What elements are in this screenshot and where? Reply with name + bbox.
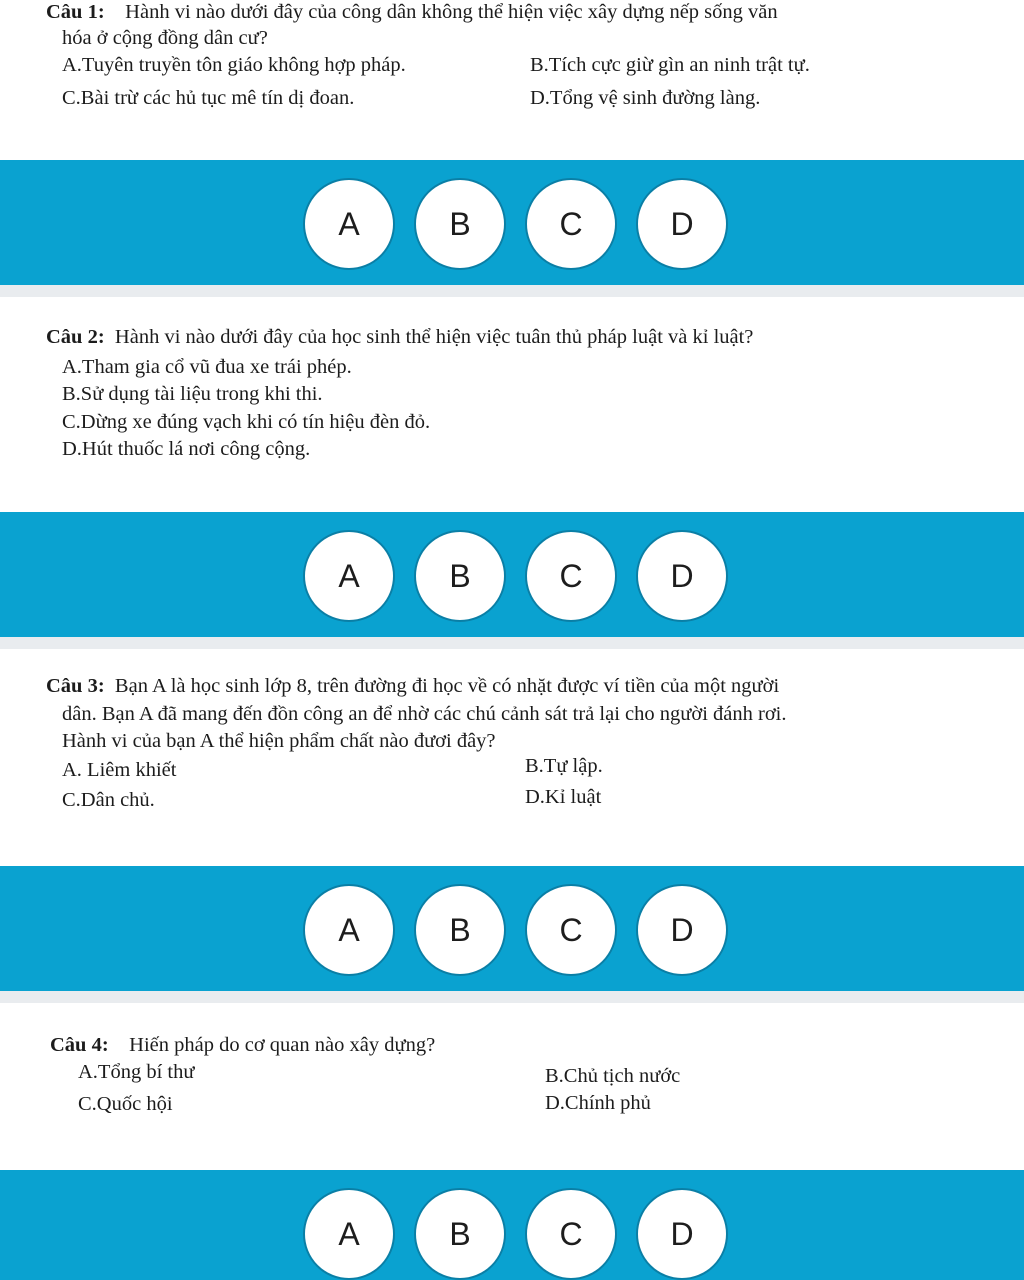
question-3-line-2: dân. Bạn A đã mang đến đồn công an để nhờ các chú cảnh sát trả lại cho người đánh rơi. — [62, 703, 787, 725]
question-4-text — [50, 1035, 435, 1056]
answer-2-d-button[interactable]: D — [636, 530, 728, 622]
answer-4-b-button[interactable]: B — [414, 1188, 506, 1280]
question-4-line-1: Hiến pháp do cơ quan nào xây dựng? — [129, 1034, 436, 1056]
question-1-line-1: Hành vi nào dưới đây của công dân không thể hiện việc xây dựng nếp sống văn — [125, 1, 778, 23]
answer-2-b-button[interactable]: B — [414, 530, 506, 622]
question-2-option-a: A.Tham gia cổ vũ đua xe trái phép. — [62, 356, 352, 378]
question-2-line-1: Hành vi nào dưới đây của học sinh thể hiện việc tuân thủ pháp luật và kỉ luật? — [114, 326, 754, 348]
answer-4-a-button[interactable]: A — [303, 1188, 395, 1280]
question-3-panel — [0, 649, 1024, 866]
question-2-option-d: D.Hút thuốc lá nơi công cộng. — [62, 438, 311, 460]
answer-1-a-button[interactable]: A — [303, 178, 395, 270]
question-4-option-a: A.Tổng bí thư — [78, 1061, 195, 1083]
question-1-label: Câu 1: — [46, 1, 105, 23]
question-1-line-2: hóa ở cộng đồng dân cư? — [62, 27, 268, 49]
answer-3-c-button[interactable]: C — [525, 884, 617, 976]
answer-bar-2 — [0, 512, 1024, 637]
answer-1-d-button[interactable]: D — [636, 178, 728, 270]
question-3-text — [46, 676, 779, 697]
question-2-option-b: B.Sử dụng tài liệu trong khi thi. — [62, 383, 323, 405]
question-3-label: Câu 3: — [46, 675, 105, 697]
question-4-option-c: C.Quốc hội — [78, 1093, 173, 1115]
answer-3-a-button[interactable]: A — [303, 884, 395, 976]
question-2-text — [46, 327, 753, 348]
answer-2-c-button[interactable]: C — [525, 530, 617, 622]
question-1-option-b: B.Tích cực giừ gìn an ninh trật tự. — [530, 54, 810, 76]
question-1-text — [46, 2, 778, 23]
answer-4-c-button[interactable]: C — [525, 1188, 617, 1280]
answer-3-d-button[interactable]: D — [636, 884, 728, 976]
question-3-option-c: C.Dân chủ. — [62, 789, 155, 811]
question-4-panel — [0, 1003, 1024, 1170]
separator-3 — [0, 991, 1024, 1003]
question-3-option-b: B.Tự lập. — [525, 755, 603, 777]
question-1-option-a: A.Tuyên truyền tôn giáo không hợp pháp. — [62, 54, 406, 76]
answer-1-b-button[interactable]: B — [414, 178, 506, 270]
separator-2 — [0, 637, 1024, 649]
question-2-option-c: C.Dừng xe đúng vạch khi có tín hiệu đèn đỏ. — [62, 411, 431, 433]
answer-2-a-button[interactable]: A — [303, 530, 395, 622]
question-1-option-d: D.Tổng vệ sinh đường làng. — [530, 87, 761, 109]
answer-3-b-button[interactable]: B — [414, 884, 506, 976]
question-4-label: Câu 4: — [50, 1034, 109, 1056]
question-1-panel — [0, 0, 1024, 160]
question-2-label: Câu 2: — [46, 326, 105, 348]
question-4-option-d: D.Chính phủ — [545, 1092, 651, 1114]
answer-4-d-button[interactable]: D — [636, 1188, 728, 1280]
answer-bar-4 — [0, 1170, 1024, 1280]
question-2-panel — [0, 297, 1024, 512]
question-3-line-3: Hành vi của bạn A thể hiện phẩm chất nào đươi đây? — [62, 730, 496, 752]
answer-bar-3 — [0, 866, 1024, 991]
question-1-option-c: C.Bài trừ các hủ tục mê tín dị đoan. — [62, 87, 355, 109]
answer-bar-1 — [0, 160, 1024, 285]
separator-1 — [0, 285, 1024, 297]
question-3-option-a: A. Liêm khiết — [62, 759, 177, 781]
question-3-option-d: D.Kỉ luật — [525, 786, 602, 808]
question-3-line-1: Bạn A là học sinh lớp 8, trên đường đi học về có nhặt được ví tiền của một người — [114, 675, 780, 697]
question-4-option-b: B.Chủ tịch nước — [545, 1065, 681, 1087]
answer-1-c-button[interactable]: C — [525, 178, 617, 270]
